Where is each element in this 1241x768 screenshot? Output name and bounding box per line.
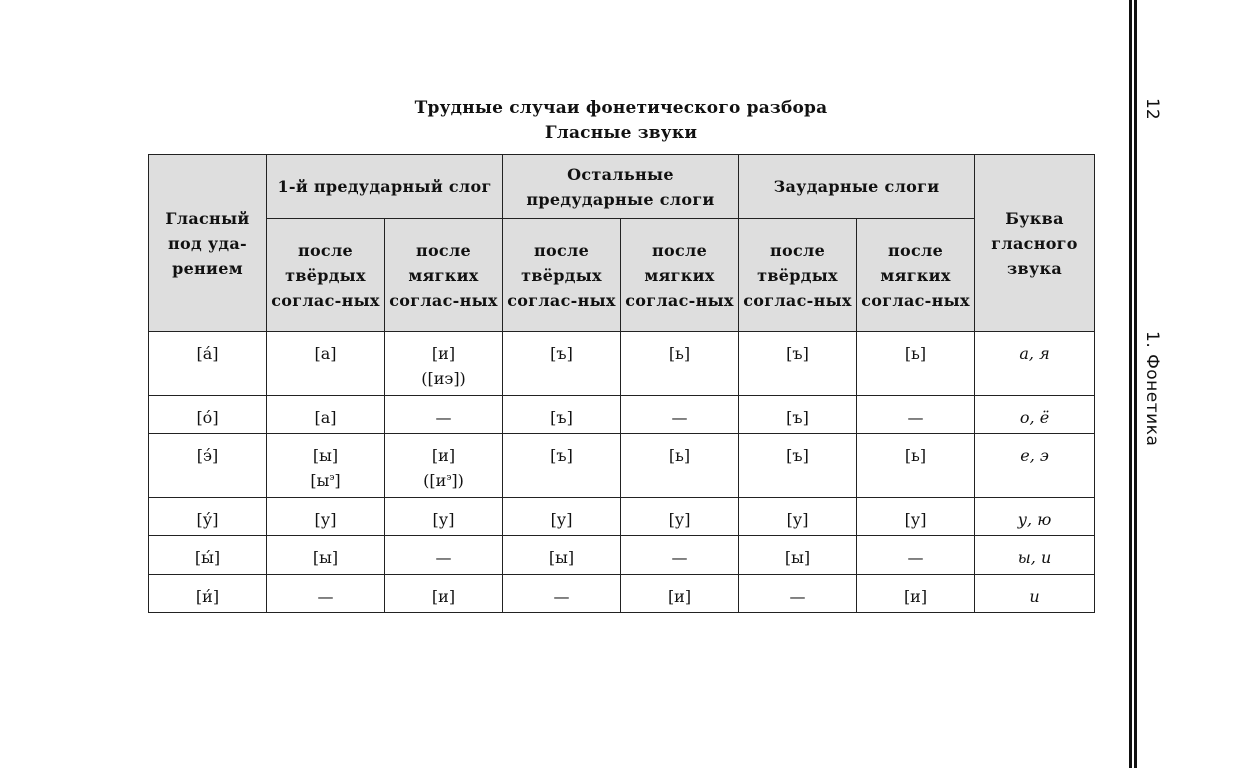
header-row-sub — [149, 219, 1095, 332]
cell-vowel-letter: и — [975, 575, 1095, 613]
cell-first-pretonic-soft — [385, 332, 503, 396]
cell-other-pretonic-soft: [и] — [621, 575, 739, 613]
header-after-soft: после мягких соглас-ных — [857, 219, 975, 332]
stressed-vowel-cell: [э́] — [149, 434, 267, 498]
cell-posttonic-soft: [и] — [857, 575, 975, 613]
cell-posttonic-soft: [ь] — [857, 434, 975, 498]
cell-posttonic-hard: [ъ] — [739, 434, 857, 498]
cell-other-pretonic-soft: [у] — [621, 498, 739, 536]
table-row — [149, 536, 1095, 575]
header-after-soft: после мягких соглас-ных — [385, 219, 503, 332]
cell-posttonic-hard: [ъ] — [739, 332, 857, 396]
cell-other-pretonic-hard: [у] — [503, 498, 621, 536]
cell-value-alt: $[ы^э]$ — [310, 471, 341, 490]
cell-other-pretonic-hard: [ъ] — [503, 434, 621, 498]
section-label: 1. Фонетика — [1142, 331, 1162, 447]
table-row — [149, 498, 1095, 536]
stressed-vowel-cell: [у́] — [149, 498, 267, 536]
stressed-vowel-cell: [ы́] — [149, 536, 267, 575]
cell-other-pretonic-soft: — — [621, 536, 739, 575]
cell-first-pretonic-hard — [267, 434, 385, 498]
cell-vowel-letter: ы, и — [975, 536, 1095, 575]
cell-first-pretonic-hard: [у] — [267, 498, 385, 536]
header-posttonic: Заударные слоги — [739, 155, 975, 219]
cell-posttonic-hard: — — [739, 575, 857, 613]
header-after-hard: после твёрдых соглас-ных — [267, 219, 385, 332]
cell-first-pretonic-soft: [и] — [385, 575, 503, 613]
cell-posttonic-soft: [ь] — [857, 332, 975, 396]
table-title: Трудные случаи фонетического разбора — [414, 98, 828, 118]
cell-other-pretonic-hard: [ъ] — [503, 332, 621, 396]
cell-posttonic-soft: — — [857, 396, 975, 434]
cell-value-alt: ([иэ]) — [421, 369, 466, 388]
cell-posttonic-hard: [ы] — [739, 536, 857, 575]
table-subtitle: Гласные звуки — [544, 123, 698, 143]
header-first-pretonic: 1-й предударный слог — [267, 155, 503, 219]
header-other-pretonic: Остальные предударные слоги — [503, 155, 739, 219]
stressed-vowel-cell: [а́] — [149, 332, 267, 396]
header-row-top — [149, 155, 1095, 219]
header-after-hard: после твёрдых соглас-ных — [739, 219, 857, 332]
cell-first-pretonic-hard: [а] — [267, 396, 385, 434]
cell-first-pretonic-hard: [ы] — [267, 536, 385, 575]
cell-other-pretonic-soft: [ь] — [621, 332, 739, 396]
cell-first-pretonic-soft: — — [385, 536, 503, 575]
stressed-vowel-cell: [и́] — [149, 575, 267, 613]
header-after-hard: после твёрдых соглас-ных — [503, 219, 621, 332]
header-after-soft: после мягких соглас-ных — [621, 219, 739, 332]
cell-other-pretonic-hard: [ъ] — [503, 396, 621, 434]
cell-value-alt: $([и^э])$ — [423, 471, 464, 490]
vowel-sounds-table — [148, 154, 1095, 613]
margin-rule — [1129, 0, 1132, 768]
cell-value: [ы] — [312, 446, 339, 465]
table-row — [149, 396, 1095, 434]
cell-first-pretonic-hard: — — [267, 575, 385, 613]
cell-other-pretonic-soft: — — [621, 396, 739, 434]
header-stressed-vowel: Гласный под уда-рением — [149, 155, 267, 332]
cell-first-pretonic-soft — [385, 434, 503, 498]
table-row — [149, 575, 1095, 613]
cell-value: [и] — [431, 344, 456, 363]
cell-posttonic-soft: [у] — [857, 498, 975, 536]
cell-posttonic-soft: — — [857, 536, 975, 575]
stressed-vowel-cell: [о́] — [149, 396, 267, 434]
cell-vowel-letter: е, э — [975, 434, 1095, 498]
cell-other-pretonic-hard: — — [503, 575, 621, 613]
cell-first-pretonic-soft: — — [385, 396, 503, 434]
cell-other-pretonic-soft: [ь] — [621, 434, 739, 498]
cell-value: [и] — [431, 446, 456, 465]
cell-vowel-letter: а, я — [975, 332, 1095, 396]
cell-posttonic-hard: [у] — [739, 498, 857, 536]
table-row — [149, 332, 1095, 396]
cell-first-pretonic-soft: [у] — [385, 498, 503, 536]
cell-posttonic-hard: [ъ] — [739, 396, 857, 434]
cell-other-pretonic-hard: [ы] — [503, 536, 621, 575]
header-vowel-letter: Буква гласного звука — [975, 155, 1095, 332]
table-row — [149, 434, 1095, 498]
cell-first-pretonic-hard: [а] — [267, 332, 385, 396]
margin-rule — [1134, 0, 1137, 768]
cell-vowel-letter: о, ё — [975, 396, 1095, 434]
page-number: 12 — [1142, 98, 1162, 120]
cell-vowel-letter: у, ю — [975, 498, 1095, 536]
